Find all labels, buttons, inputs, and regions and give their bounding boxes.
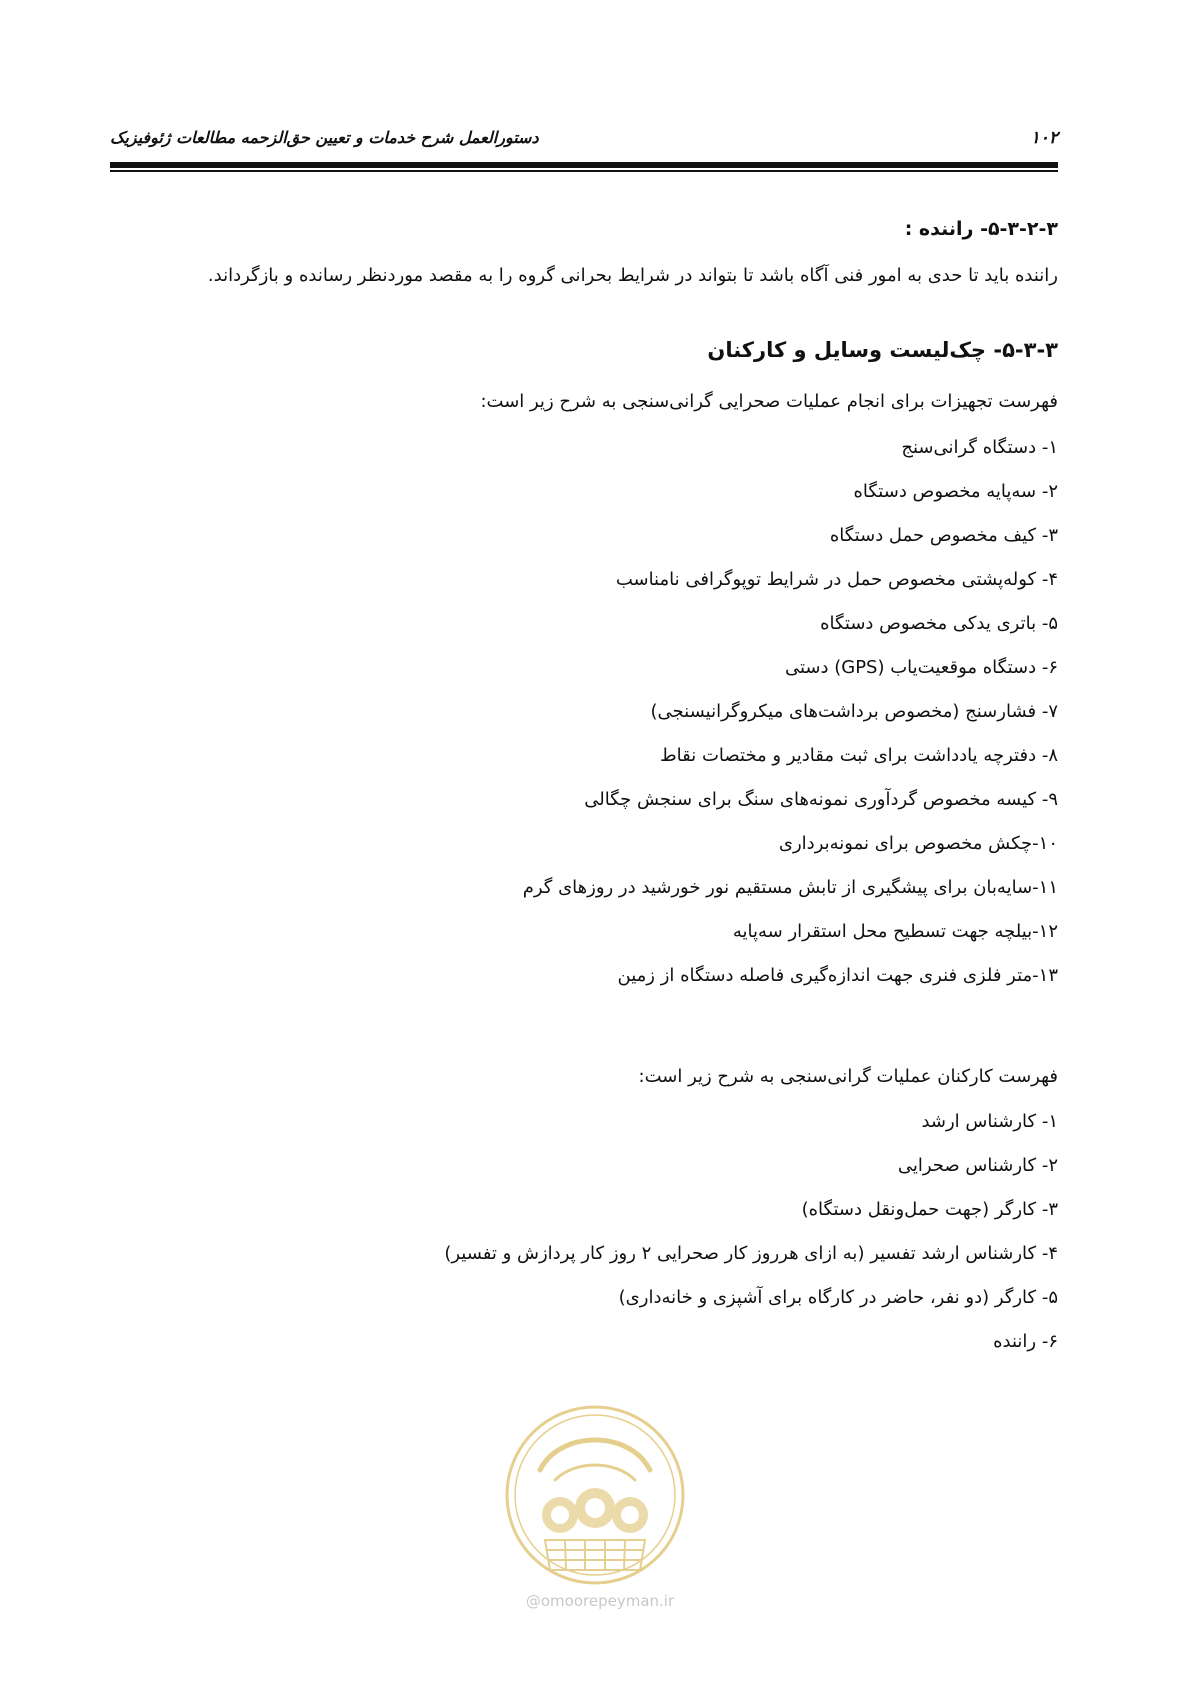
list-item: ۹- کیسه مخصوص گردآوری نمونه‌های سنگ برای سنجش چگالی [584, 789, 1058, 810]
list-item: ۱- دستگاه گرانی‌سنج [901, 437, 1058, 458]
list-item: ۱۱-سایه‌بان برای پیشگیری از تابش مستقیم نور خورشید در روزهای گرم [522, 877, 1058, 898]
list-item: ۲- کارشناس صحرایی [897, 1155, 1058, 1176]
list-item: ۵- باتری یدکی مخصوص دستگاه [820, 613, 1058, 634]
staff-intro: فهرست کارکنان عملیات گرانی‌سنجی به شرح زیر است: [638, 1066, 1058, 1087]
running-title: دستورالعمل شرح خدمات و تعیین حق‌الزحمه مطالعات ژئوفیزیک [110, 128, 539, 147]
page-header [110, 128, 1058, 156]
list-item: ۶- دستگاه موقعیت‌یاب (GPS) دستی [784, 657, 1058, 678]
equipment-intro: فهرست تجهیزات برای انجام عملیات صحرایی گرانی‌سنجی به شرح زیر است: [480, 391, 1058, 412]
list-item: ۱۳-متر فلزی فنری جهت اندازه‌گیری فاصله دستگاه از زمین [617, 965, 1058, 986]
list-item: ۳- کیف مخصوص حمل دستگاه [829, 525, 1058, 546]
list-item: ۱۲-بیلچه جهت تسطیح محل استقرار سه‌پایه [732, 921, 1058, 942]
list-item: ۱۰-چکش مخصوص برای نمونه‌برداری [778, 833, 1058, 854]
staff-list [444, 1100, 1058, 1364]
section-heading-driver: ۵-۳-۲-۳- راننده : [904, 218, 1058, 240]
list-item: ۶- راننده [993, 1331, 1058, 1352]
list-item: ۷- فشارسنج (مخصوص برداشت‌های میکروگرانیسنجی) [650, 701, 1058, 722]
section-heading-checklist: ۵-۳-۳- چک‌لیست وسایل و کارکنان [707, 338, 1058, 362]
list-item: ۴- کارشناس ارشد تفسیر (به ازای هرروز کار صحرایی ۲ روز کار پردازش و تفسیر) [444, 1243, 1058, 1264]
page-number: ۱۰۲ [1030, 128, 1058, 148]
driver-paragraph: راننده باید تا حدی به امور فنی آگاه باشد تا بتواند در شرایط بحرانی گروه را به مقصد موردنظر رسانده و بازگرداند. [207, 265, 1058, 286]
header-rule-thick [110, 162, 1058, 168]
list-item: ۲- سه‌پایه مخصوص دستگاه [853, 481, 1058, 502]
list-item: ۸- دفترچه یادداشت برای ثبت مقادیر و مختصات نقاط [660, 745, 1058, 766]
list-item: ۵- کارگر (دو نفر، حاضر در کارگاه برای آشپزی و خانه‌داری) [618, 1287, 1058, 1308]
watermark-logo [500, 1400, 690, 1590]
list-item: ۳- کارگر (جهت حمل‌ونقل دستگاه) [801, 1199, 1058, 1220]
watermark-url: @omoorepeyman.ir [525, 1592, 675, 1610]
list-item: ۴- کوله‌پشتی مخصوص حمل در شرایط توپوگرافی نامناسب [615, 569, 1058, 590]
header-rule-thin [110, 170, 1058, 172]
equipment-list [523, 426, 1058, 998]
list-item: ۱- کارشناس ارشد [921, 1111, 1058, 1132]
